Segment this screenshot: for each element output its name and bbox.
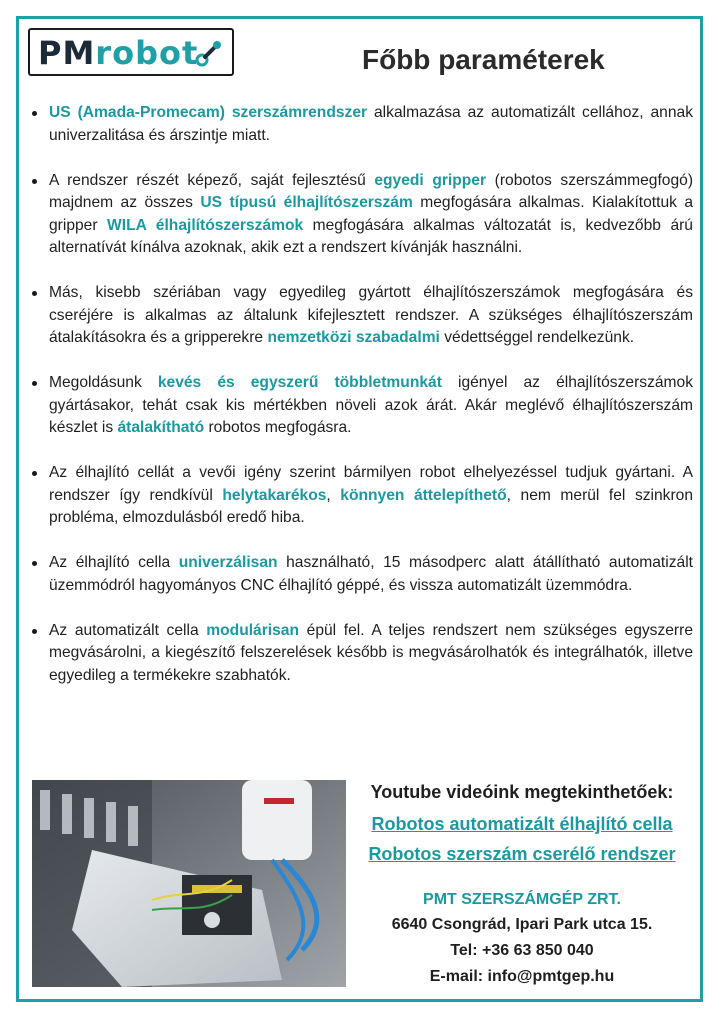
highlight-text: US (Amada-Promecam) szerszámrendszer (49, 104, 368, 121)
highlight-text: átalakítható (117, 419, 205, 436)
body-text: használható, 15 másodperc alatt átállítható automatizált üzemmódról hagyományos CNC élhajlító géppé, és vissza automatizált üzemmódra. (49, 554, 693, 594)
body-text: , (326, 486, 341, 504)
parameter-item (48, 102, 693, 147)
video-link-bending-cell[interactable]: Robotos automatizált élhajlító cella (371, 814, 673, 834)
body-text: igényel az élhajlítószerszámok gyártásakor, tehát csak kis mértékben növeli azok árát. Akár meglévő élhajlítószerszám készlet is (49, 374, 693, 436)
body-text: megfogására alkalmas. Kialakítottuk a gripper (49, 194, 694, 234)
parameter-item (48, 620, 693, 688)
body-text: , nem merül fel szinkron probléma, elmozdulásból eredő hiba. (49, 486, 694, 526)
parameter-list (48, 102, 693, 710)
robot-cell-illustration (32, 780, 346, 987)
company-email: E-mail: info@pmtgep.hu (429, 968, 615, 985)
highlight-text: egyedi gripper (374, 171, 487, 189)
logo-text (38, 34, 198, 72)
highlight-text: modulárisan (206, 621, 299, 639)
robot-arm-icon (192, 36, 226, 70)
body-text: Az automatizált cella (49, 621, 207, 639)
logo-text-pm: PM (38, 34, 96, 72)
company-logo (28, 28, 234, 76)
body-text: alkalmazása az automatizált cellához, annak univerzalitása és árszintje miatt. (49, 104, 693, 144)
contact-panel (352, 780, 692, 990)
body-text: védettséggel rendelkezünk. (439, 329, 635, 346)
parameter-item (48, 282, 693, 350)
body-text: Más, kisebb szériában vagy egyedileg gyártott élhajlítószerszámok megfogására és cseréjére is alkalmas az általunk kifejlesztett rendszer. A szükséges élhajlítószerszám átalakításokra és a gripperekre (49, 284, 693, 346)
body-text: Az élhajlító cellát a vevői igény szerint bármilyen robot elhelyezéssel tudjuk gyártani. A rendszer így rendkívül (49, 464, 693, 504)
body-text: Az élhajlító cella (49, 554, 179, 571)
parameter-item (48, 170, 693, 260)
youtube-heading: Youtube videóink megtekinthetőek: (370, 782, 674, 802)
parameter-item (48, 552, 693, 597)
page-title: Főbb paraméterek (362, 44, 605, 75)
body-text: megfogására alkalmas változatát is, kedvezőbb árú alternatívát kínálva azoknak, akik ezt a rendszert kívánják használni. (49, 216, 693, 256)
highlight-text: helytakarékos (222, 486, 327, 504)
highlight-text: kevés és egyszerű többletmunkát (157, 374, 442, 391)
company-address: 6640 Csongrád, Ipari Park utca 15. (391, 916, 653, 933)
body-text: A rendszer részét képező, saját fejlesztésű (49, 171, 375, 189)
parameter-item (48, 372, 693, 440)
robot-cell-photo (32, 780, 346, 987)
parameter-item (48, 462, 693, 530)
highlight-text: US típusú élhajlítószerszám (200, 194, 413, 211)
body-text: (robotos szerszámmegfogó) majdnem az összes (49, 171, 694, 211)
highlight-text: WILA élhajlítószerszámok (107, 216, 304, 234)
body-text: épül fel. A teljes rendszert nem szükséges egyszerre megvásárolni, a kiegészítő felszerelések később is megvásárolhatók és integrálhatók, illetve egyedileg a termékekre szabhatók. (49, 621, 693, 684)
highlight-text: könnyen áttelepíthető (340, 486, 507, 504)
body-text: Megoldásunk (49, 374, 158, 391)
video-link-tool-changer[interactable]: Robotos szerszám cserélő rendszer (368, 844, 676, 864)
company-phone: Tel: +36 63 850 040 (450, 942, 594, 959)
highlight-text: nemzetközi szabadalmi (267, 329, 440, 346)
highlight-text: univerzálisan (178, 554, 278, 571)
company-name: PMT SZERSZÁMGÉP ZRT. (423, 891, 621, 908)
logo-text-robot: robot (95, 34, 199, 72)
body-text: robotos megfogásra. (204, 419, 352, 436)
